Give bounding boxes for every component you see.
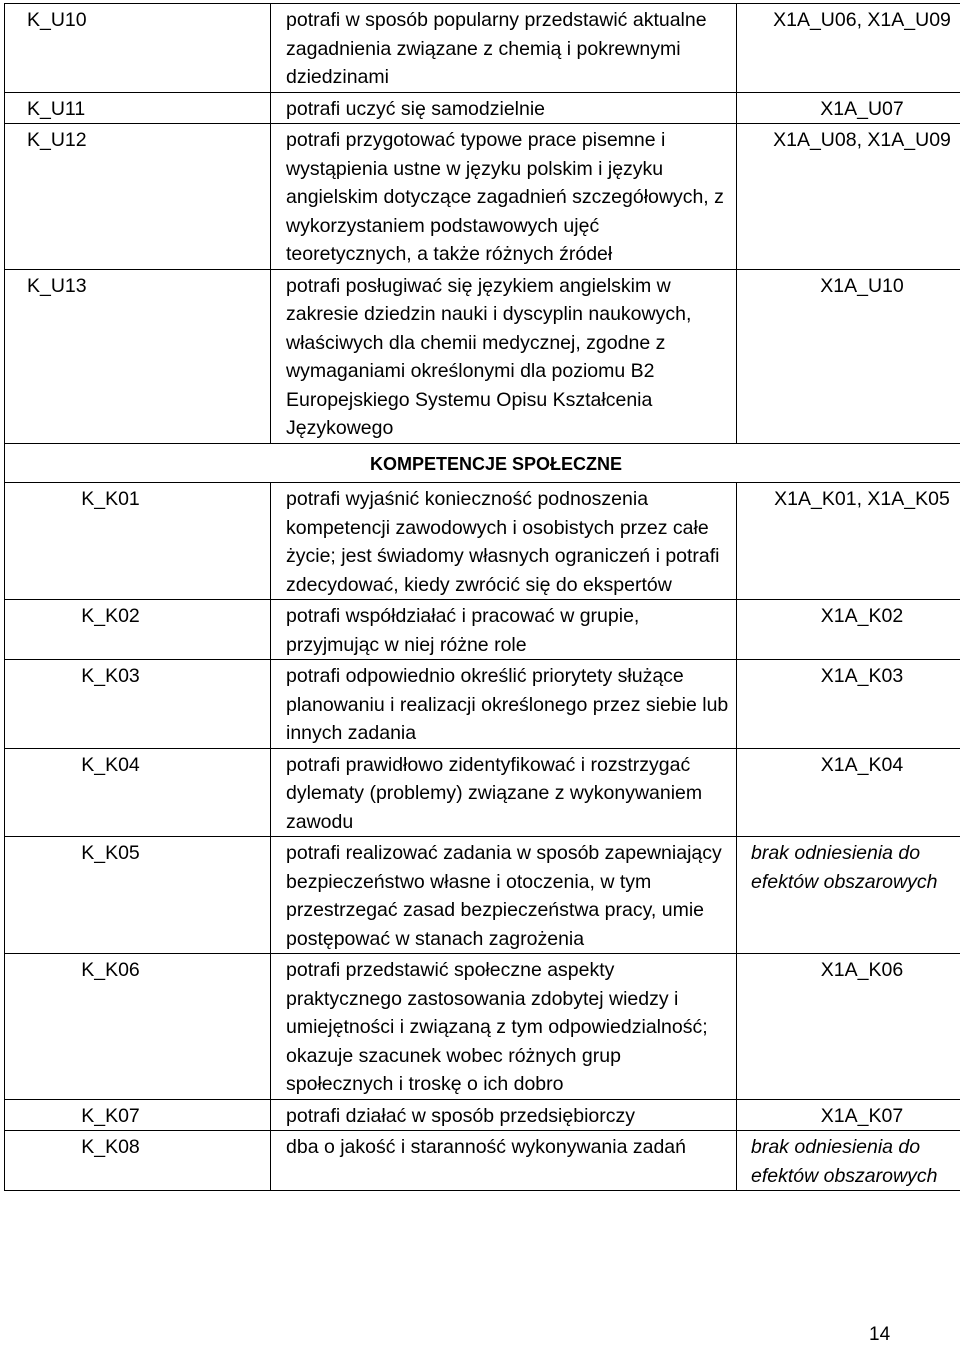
table-row <box>5 269 960 443</box>
table-row <box>5 4 960 93</box>
outcome-reference: X1A_K02 <box>737 600 960 660</box>
outcome-reference: X1A_K04 <box>737 748 960 837</box>
table-row <box>5 124 960 270</box>
outcome-code: K_K08 <box>5 1131 271 1191</box>
outcome-code: K_K02 <box>5 600 271 660</box>
table-row <box>5 748 960 837</box>
outcome-description: potrafi przedstawić społeczne aspekty praktycznego zastosowania zdobytej wiedzy i umiejętności i związaną z tym odpowiedzialność; okazuje szacunek wobec różnych grup społecznych i troskę o ich dobro <box>271 954 737 1100</box>
outcome-description: potrafi odpowiednio określić priorytety służące planowaniu i realizacji określonego przez siebie lub innych zadania <box>271 660 737 749</box>
outcome-description: potrafi w sposób popularny przedstawić aktualne zagadnienia związane z chemią i pokrewnymi dziedzinami <box>271 4 737 93</box>
outcome-description: potrafi działać w sposób przedsiębiorczy <box>271 1099 737 1131</box>
section-heading: KOMPETENCJE SPOŁECZNE <box>5 443 960 483</box>
outcome-reference: X1A_U06, X1A_U09 <box>737 4 960 93</box>
table-row <box>5 837 960 954</box>
outcome-reference: brak odniesienia do efektów obszarowych <box>737 1131 960 1191</box>
table-row <box>5 660 960 749</box>
table-row <box>5 954 960 1100</box>
outcome-description: potrafi prawidłowo zidentyfikować i rozstrzygać dylematy (problemy) związane z wykonywaniem zawodu <box>271 748 737 837</box>
learning-outcomes-table <box>4 3 960 1191</box>
outcome-reference: X1A_U10 <box>737 269 960 443</box>
outcome-code: K_U12 <box>5 124 271 270</box>
outcome-description: potrafi współdziałać i pracować w grupie, przyjmując w niej różne role <box>271 600 737 660</box>
outcome-code: K_K01 <box>5 483 271 600</box>
outcome-code: K_U13 <box>5 269 271 443</box>
table-row <box>5 1099 960 1131</box>
outcome-code: K_K04 <box>5 748 271 837</box>
outcome-reference: X1A_U07 <box>737 92 960 124</box>
outcome-description: potrafi przygotować typowe prace pisemne i wystąpienia ustne w języku polskim i języku angielskim dotyczące zagadnień szczegółowych, z wykorzystaniem podstawowych ujęć teoretycznych, a także różnych źródeł <box>271 124 737 270</box>
outcome-code: K_K05 <box>5 837 271 954</box>
table-row <box>5 600 960 660</box>
outcome-code: K_U10 <box>5 4 271 93</box>
outcome-description: potrafi realizować zadania w sposób zapewniający bezpieczeństwo własne i otoczenia, w tym przestrzegać zasad bezpieczeństwa pracy, umie postępować w stanach zagrożenia <box>271 837 737 954</box>
outcome-reference: X1A_K01, X1A_K05 <box>737 483 960 600</box>
section-heading-row <box>5 443 960 483</box>
outcome-reference: X1A_U08, X1A_U09 <box>737 124 960 270</box>
page-number: 14 <box>869 1324 891 1345</box>
table-row <box>5 92 960 124</box>
outcome-code: K_K07 <box>5 1099 271 1131</box>
outcome-code: K_K06 <box>5 954 271 1100</box>
outcome-reference: X1A_K03 <box>737 660 960 749</box>
outcome-description: potrafi posługiwać się językiem angielskim w zakresie dziedzin nauki i dyscyplin naukowych, właściwych dla chemii medycznej, zgodne z wymaganiami określonymi dla poziomu B2 Europejskiego Systemu Opisu Kształcenia Językowego <box>271 269 737 443</box>
table-row <box>5 483 960 600</box>
table-row <box>5 1131 960 1191</box>
outcome-code: K_U11 <box>5 92 271 124</box>
outcome-description: potrafi uczyć się samodzielnie <box>271 92 737 124</box>
outcome-description: dba o jakość i staranność wykonywania zadań <box>271 1131 737 1191</box>
outcome-reference: X1A_K06 <box>737 954 960 1100</box>
outcome-description: potrafi wyjaśnić konieczność podnoszenia kompetencji zawodowych i osobistych przez całe życie; jest świadomy własnych ograniczeń i potrafi zdecydować, kiedy zwrócić się do ekspertów <box>271 483 737 600</box>
outcome-code: K_K03 <box>5 660 271 749</box>
outcome-reference: brak odniesienia do efektów obszarowych <box>737 837 960 954</box>
outcome-reference: X1A_K07 <box>737 1099 960 1131</box>
